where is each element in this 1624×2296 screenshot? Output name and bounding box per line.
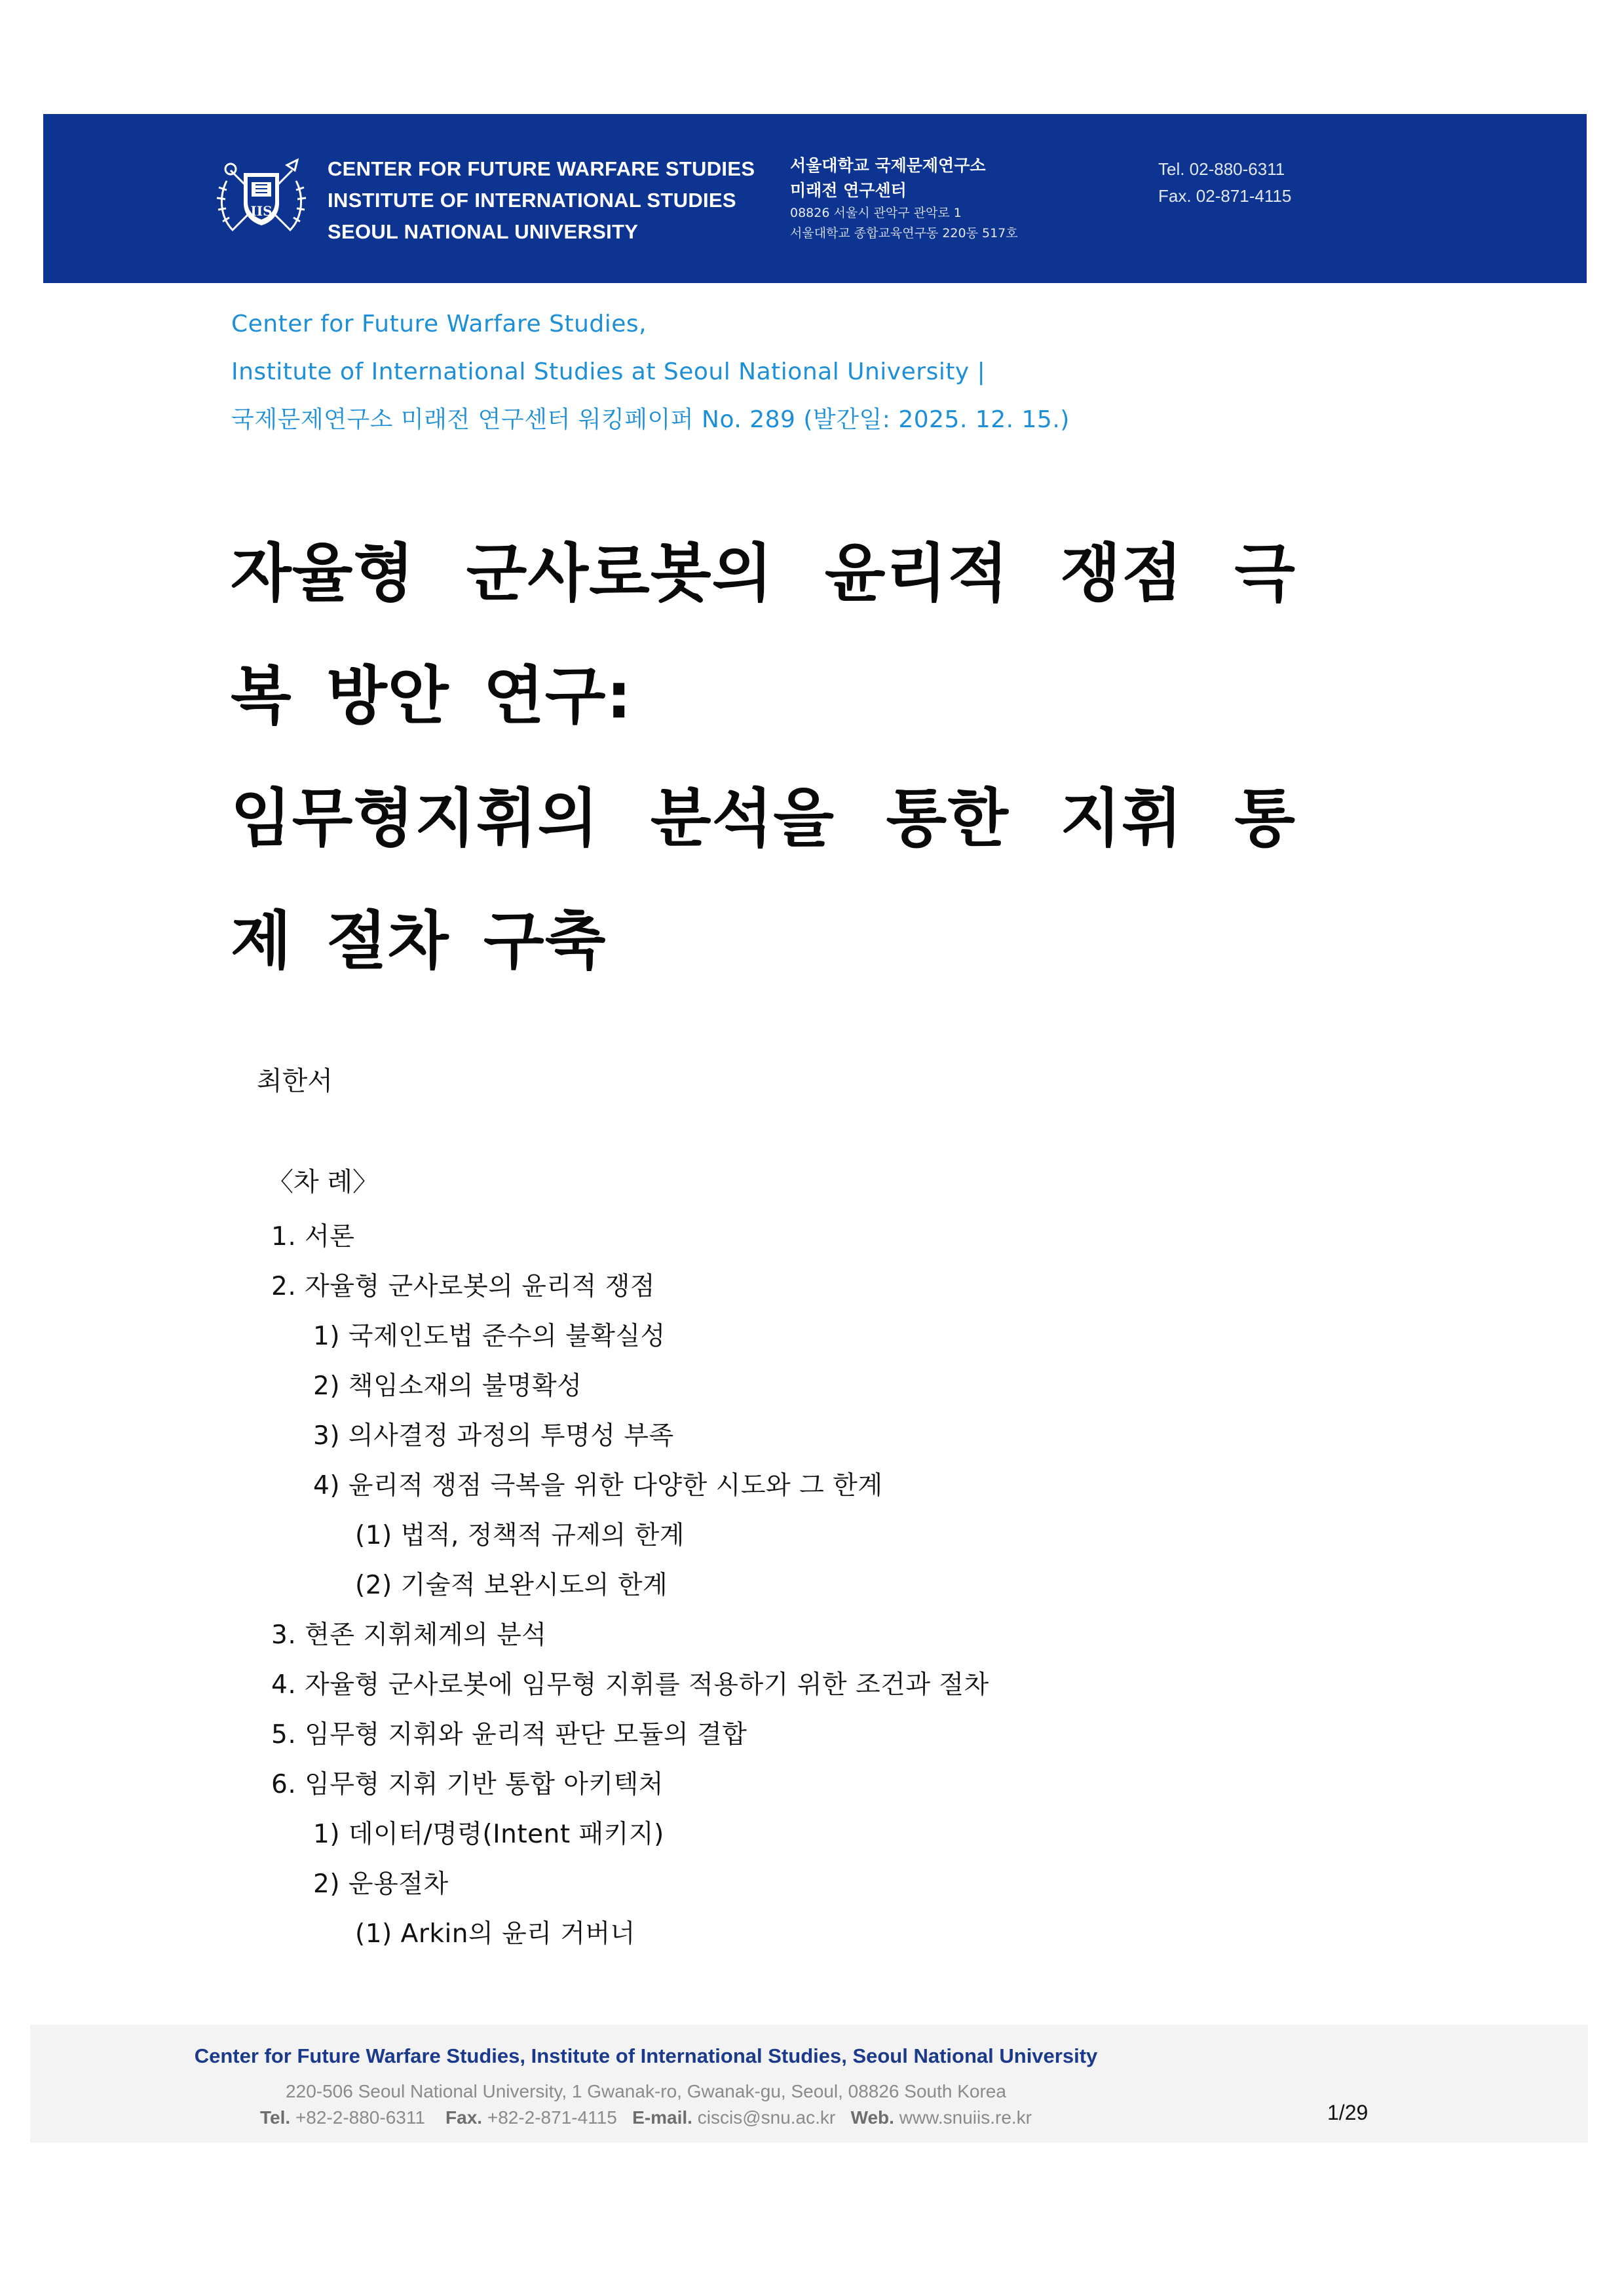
paper-title-line: 제 절차 구축 [231, 904, 607, 978]
toc-item-list [267, 1212, 989, 1959]
series-number-line: 국제문제연구소 미래전 연구센터 워킹페이퍼 No. 289 (발간일: 2025. 12. 15.) [231, 406, 1070, 433]
series-line: Institute of International Studies at Seoul National University | [231, 358, 986, 385]
toc-item: 4. 자율형 군사로봇에 임무형 지휘를 적용하기 위한 조건과 절차 [271, 1670, 989, 1700]
footer-tel: +82-2-880-6311 [295, 2107, 425, 2128]
footer-fax: +82-2-871-4115 [487, 2107, 617, 2128]
header-ko-name-line: 미래전 연구센터 [790, 181, 907, 200]
footer-web: www.snuiis.re.kr [899, 2107, 1032, 2128]
header-contact [1158, 156, 1291, 210]
toc-item: 6. 임무형 지휘 기반 통합 아키텍처 [271, 1770, 664, 1799]
header-banner [43, 114, 1587, 283]
footer-email: ciscis@snu.ac.kr [697, 2107, 836, 2128]
header-ko-address-line: 서울대학교 종합교육연구동 220동 517호 [790, 226, 1018, 240]
page-footer [30, 2025, 1588, 2143]
paper-title [231, 512, 1296, 1003]
toc-heading: 〈차 례〉 [267, 1167, 379, 1197]
paper-title-line: 임무형지휘의 분석을 통한 지휘 통 [231, 782, 1296, 855]
toc-item: 1) 국제인도법 준수의 불확실성 [313, 1322, 666, 1351]
footer-email-label: E-mail. [632, 2107, 692, 2128]
toc-item: (2) 기술적 보완시도의 한계 [355, 1571, 668, 1600]
header-ko-address-line: 08826 서울시 관악구 관악로 1 [790, 206, 962, 220]
toc-item: 1. 서론 [271, 1222, 355, 1252]
header-fax: Fax. 02-871-4115 [1158, 186, 1292, 206]
footer-contact [30, 2105, 1262, 2131]
toc-item: 2) 책임소재의 불명확성 [313, 1371, 582, 1401]
toc-item: (1) Arkin의 윤리 거버너 [355, 1919, 635, 1949]
svg-text:IIS: IIS [250, 203, 273, 219]
series-line: Center for Future Warfare Studies, [231, 311, 647, 337]
page-number: 1/29 [1327, 2101, 1369, 2124]
header-english-name [328, 153, 755, 248]
toc-item: 4) 윤리적 쟁점 극복을 위한 다양한 시도와 그 한계 [313, 1471, 883, 1501]
table-of-contents [267, 1164, 989, 1959]
footer-address: 220-506 Seoul National University, 1 Gwanak-ro, Gwanak-gu, Seoul, 08826 South Korea [286, 2081, 1006, 2101]
header-en-line: SEOUL NATIONAL UNIVERSITY [328, 220, 639, 243]
header-korean-name [790, 153, 1018, 244]
footer-tel-label: Tel. [260, 2107, 291, 2128]
toc-item: (1) 법적, 정책적 규제의 한계 [355, 1521, 685, 1550]
toc-item: 3. 현존 지휘체계의 분석 [271, 1620, 547, 1650]
paper-title-line: 자율형 군사로봇의 윤리적 쟁점 극 [231, 537, 1296, 610]
author-name: 최한서 [257, 1066, 333, 1096]
header-en-line: INSTITUTE OF INTERNATIONAL STUDIES [328, 189, 736, 212]
footer-web-label: Web. [850, 2107, 894, 2128]
header-tel: Tel. 02-880-6311 [1158, 159, 1285, 179]
toc-item: 2) 운용절차 [313, 1869, 449, 1899]
toc-item: 5. 임무형 지휘와 윤리적 판단 모듈의 결합 [271, 1720, 747, 1750]
footer-fax-label: Fax. [445, 2107, 483, 2128]
footer-organization: Center for Future Warfare Studies, Institute of International Studies, Seoul National University [194, 2044, 1098, 2067]
paper-title-line: 복 방안 연구: [231, 659, 632, 733]
toc-item: 1) 데이터/명령(Intent 패키지) [313, 1820, 664, 1849]
header-ko-name-line: 서울대학교 국제문제연구소 [790, 156, 986, 175]
toc-item: 2. 자율형 군사로봇의 윤리적 쟁점 [271, 1272, 656, 1301]
series-info [231, 300, 1070, 444]
toc-item: 3) 의사결정 과정의 투명성 부족 [313, 1421, 674, 1451]
snu-iis-seal-logo [212, 151, 311, 249]
header-en-line: CENTER FOR FUTURE WARFARE STUDIES [328, 157, 755, 180]
